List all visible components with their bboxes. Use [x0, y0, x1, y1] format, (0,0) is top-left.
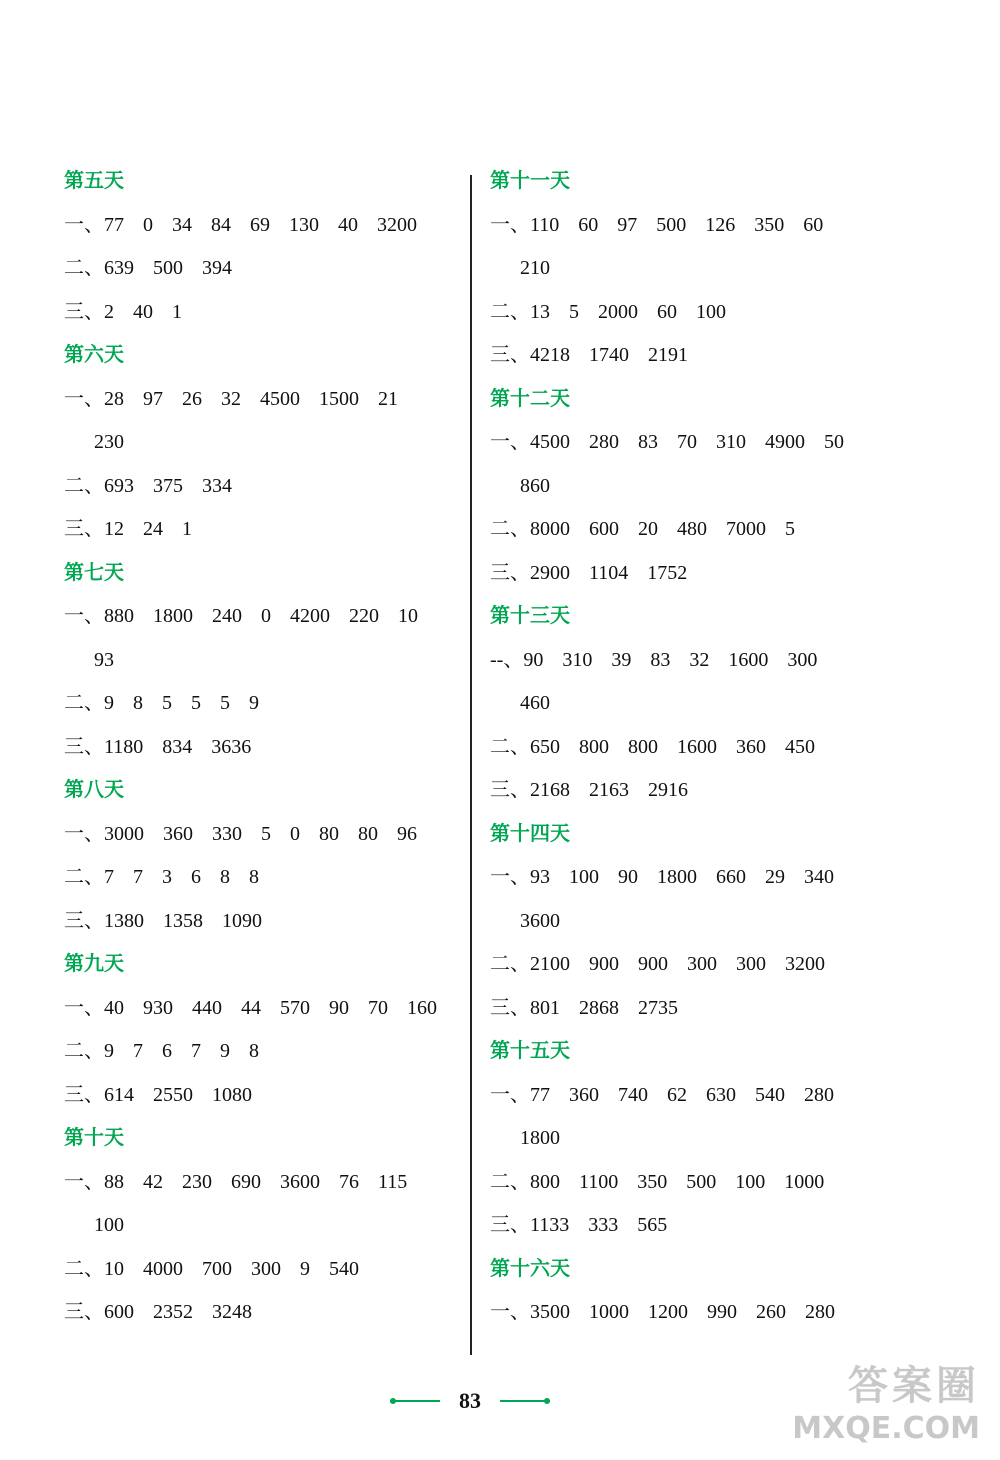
answer-value: 5 — [191, 692, 201, 714]
answer-value: 6 — [191, 866, 201, 888]
answer-value: 9 — [249, 692, 259, 714]
answer-row — [490, 334, 890, 378]
watermark — [792, 1354, 980, 1446]
question-label: 三、 — [490, 996, 530, 1019]
answer-value: 9 — [104, 1040, 114, 1062]
answer-row — [64, 508, 464, 552]
answer-value: 230 — [182, 1170, 212, 1193]
question-label: 一、 — [490, 1301, 530, 1323]
answer-value: 310 — [716, 431, 746, 453]
question-label: 一、 — [64, 1170, 104, 1193]
answer-value: 280 — [804, 1083, 834, 1106]
answer-value: 24 — [143, 518, 163, 540]
question-label: 三、 — [64, 518, 104, 540]
answer-value: 740 — [618, 1083, 648, 1106]
answer-value: 77 — [530, 1083, 550, 1106]
question-label: 三、 — [64, 735, 104, 758]
answer-value: 1180 — [104, 735, 144, 758]
answer-continuation — [64, 639, 464, 683]
answer-value: 350 — [637, 1170, 668, 1193]
question-label: 二、 — [64, 692, 104, 714]
question-label: 二、 — [64, 474, 104, 497]
answer-value: 2916 — [648, 779, 688, 801]
answer-row — [490, 508, 890, 552]
answer-value: 96 — [397, 822, 417, 845]
answer-value: 60 — [657, 300, 677, 323]
footer-decoration-right — [500, 1400, 550, 1402]
answer-value: 7 — [133, 866, 143, 888]
answer-value: 360 — [163, 822, 193, 845]
answer-value: 10 — [398, 605, 418, 627]
answer-value: 8 — [220, 866, 230, 888]
answer-value: 300 — [251, 1257, 281, 1280]
answer-value: 7 — [104, 866, 114, 888]
answer-row — [64, 595, 464, 639]
day-heading: 第十六天 — [490, 1257, 570, 1280]
question-label: 一、 — [64, 996, 104, 1019]
answer-value: 88 — [104, 1170, 124, 1193]
question-label: 三、 — [490, 344, 530, 366]
day-heading: 第十一天 — [490, 170, 570, 192]
question-label: 三、 — [64, 1301, 104, 1323]
answer-value: 690 — [231, 1170, 261, 1193]
answer-value: 100 — [94, 1214, 124, 1236]
answer-value: 32 — [689, 648, 710, 671]
answer-row — [64, 856, 464, 900]
answer-value: 44 — [241, 996, 261, 1019]
answer-value: 650 — [530, 735, 560, 758]
answer-row — [64, 813, 464, 857]
answer-value: 100 — [735, 1170, 766, 1193]
answer-value: 12 — [104, 518, 124, 540]
answer-value: 300 — [787, 648, 818, 671]
answer-value: 2900 — [530, 561, 570, 584]
left-column — [64, 160, 464, 1335]
answer-value: 97 — [143, 387, 163, 410]
answer-value: 21 — [378, 387, 398, 410]
answer-value: 60 — [803, 213, 824, 236]
answer-value: 480 — [677, 518, 707, 540]
answer-value: 1380 — [104, 909, 144, 932]
answer-value: 330 — [212, 822, 242, 845]
question-label: 二、 — [490, 300, 530, 323]
watermark-url: MXQE.COM — [792, 1411, 980, 1446]
day-heading: 第十五天 — [490, 1040, 570, 1062]
day-heading: 第十四天 — [490, 822, 570, 845]
answer-value: 32 — [221, 387, 241, 410]
answer-row — [64, 1248, 464, 1292]
answer-value: 230 — [94, 431, 124, 453]
answer-continuation — [490, 900, 890, 944]
footer-dot-right — [544, 1398, 550, 1404]
question-label: 一、 — [64, 387, 104, 410]
answer-value: 90 — [329, 996, 349, 1019]
answer-value: 333 — [588, 1214, 619, 1236]
answer-value: 100 — [569, 866, 599, 888]
answer-value: 3200 — [785, 953, 825, 975]
answer-row — [64, 465, 464, 509]
answer-value: 40 — [338, 213, 358, 236]
answer-row — [490, 421, 890, 465]
answer-row — [490, 1161, 890, 1205]
answer-value: 20 — [638, 518, 658, 540]
answer-continuation — [490, 1117, 890, 1161]
answer-row — [490, 987, 890, 1031]
answer-value: 115 — [378, 1170, 408, 1193]
answer-value: 83 — [638, 431, 658, 453]
day-heading: 第八天 — [64, 779, 124, 801]
answer-continuation — [64, 1204, 464, 1248]
answer-value: 639 — [104, 257, 134, 279]
answer-value: 300 — [736, 953, 766, 975]
answer-value: 9 — [220, 1040, 230, 1062]
answer-row — [490, 1291, 890, 1335]
answer-value: 1000 — [784, 1170, 825, 1193]
question-label: 一、 — [490, 431, 530, 453]
answer-continuation — [64, 421, 464, 465]
question-label: 二、 — [64, 1257, 104, 1280]
answer-value: 614 — [104, 1083, 134, 1106]
answer-value: 130 — [289, 213, 319, 236]
answer-value: 1358 — [163, 909, 203, 932]
answer-row — [490, 204, 890, 248]
answer-value: 13 — [530, 300, 550, 323]
answer-row — [490, 726, 890, 770]
answer-value: 4900 — [765, 431, 805, 453]
day-heading: 第十天 — [64, 1127, 124, 1149]
answer-value: 2550 — [153, 1083, 193, 1106]
answer-value: 900 — [589, 953, 619, 975]
answer-value: 693 — [104, 474, 134, 497]
answer-value: 280 — [589, 431, 619, 453]
answer-value: 1752 — [647, 561, 688, 584]
answer-value: 3200 — [377, 213, 417, 236]
answer-value: 210 — [520, 257, 550, 279]
day-heading: 第九天 — [64, 953, 124, 975]
answer-value: 1133 — [530, 1214, 570, 1236]
answer-value: 460 — [520, 692, 550, 714]
answer-value: 1104 — [589, 561, 629, 584]
answer-row — [490, 1074, 890, 1118]
answer-value: 600 — [104, 1301, 134, 1323]
answer-value: 40 — [133, 300, 153, 323]
answer-value: 28 — [104, 387, 124, 410]
day-heading: 第十三天 — [490, 605, 570, 627]
answer-row — [490, 856, 890, 900]
answer-value: 90 — [523, 648, 544, 671]
question-label: 三、 — [490, 779, 530, 801]
answer-value: 83 — [650, 648, 671, 671]
answer-value: 60 — [578, 213, 599, 236]
answer-value: 630 — [706, 1083, 736, 1106]
answer-value: 801 — [530, 996, 560, 1019]
answer-row — [490, 639, 890, 683]
answer-value: 3248 — [212, 1301, 252, 1323]
answer-value: 1090 — [222, 909, 262, 932]
answer-value: 7 — [191, 1040, 201, 1062]
answer-value: 334 — [202, 474, 232, 497]
answer-value: 860 — [520, 474, 550, 497]
answer-value: 220 — [349, 605, 379, 627]
answer-value: 2352 — [153, 1301, 193, 1323]
answer-value: 660 — [716, 866, 746, 888]
question-label: --、 — [490, 648, 524, 671]
footer-decoration-left — [390, 1400, 440, 1402]
answer-value: 93 — [94, 648, 114, 671]
day-heading: 第十二天 — [490, 387, 570, 410]
answer-row — [64, 1074, 464, 1118]
answer-value: 1 — [172, 300, 182, 323]
right-column — [490, 160, 890, 1335]
answer-row — [64, 726, 464, 770]
answer-value: 39 — [611, 648, 632, 671]
answer-value: 3000 — [104, 822, 144, 845]
answer-value: 1080 — [212, 1083, 252, 1106]
answer-value: 1500 — [319, 387, 359, 410]
answer-row — [64, 900, 464, 944]
answer-value: 76 — [339, 1170, 359, 1193]
answer-value: 360 — [569, 1083, 599, 1106]
answer-value: 1000 — [589, 1301, 629, 1323]
answer-value: 440 — [192, 996, 222, 1019]
answer-value: 1800 — [520, 1127, 560, 1149]
answer-value: 5 — [261, 822, 271, 845]
answer-value: 500 — [153, 257, 183, 279]
answer-row — [64, 1291, 464, 1335]
answer-value: 77 — [104, 213, 124, 236]
answer-value: 69 — [250, 213, 270, 236]
answer-value: 8 — [133, 692, 143, 714]
answer-row — [490, 769, 890, 813]
question-label: 一、 — [64, 822, 104, 845]
answer-value: 4000 — [143, 1257, 183, 1280]
answer-value: 280 — [805, 1301, 835, 1323]
answer-value: 90 — [618, 866, 638, 888]
answer-value: 50 — [824, 431, 844, 453]
answer-value: 100 — [696, 300, 726, 323]
answer-value: 8 — [249, 866, 259, 888]
answer-value: 2168 — [530, 779, 570, 801]
answer-value: 2868 — [579, 996, 619, 1019]
question-label: 二、 — [490, 518, 530, 540]
answer-value: 1200 — [648, 1301, 688, 1323]
answer-value: 9 — [300, 1257, 310, 1280]
answer-value: 1800 — [657, 866, 697, 888]
answer-value: 70 — [677, 431, 697, 453]
answer-value: 1600 — [677, 735, 717, 758]
answer-row — [64, 378, 464, 422]
question-label: 二、 — [64, 866, 104, 888]
answer-value: 7000 — [726, 518, 766, 540]
answer-value: 260 — [756, 1301, 786, 1323]
question-label: 一、 — [490, 213, 530, 236]
answer-value: 9 — [104, 692, 114, 714]
answer-row — [64, 247, 464, 291]
answer-value: 29 — [765, 866, 785, 888]
answer-value: 700 — [202, 1257, 232, 1280]
day-heading: 第五天 — [64, 170, 124, 192]
answer-value: 800 — [579, 735, 609, 758]
answer-value: 350 — [754, 213, 785, 236]
answer-value: 2100 — [530, 953, 570, 975]
answer-value: 340 — [804, 866, 834, 888]
answer-value: 2191 — [648, 344, 688, 366]
answer-value: 0 — [261, 605, 271, 627]
answer-value: 6 — [162, 1040, 172, 1062]
answer-value: 126 — [705, 213, 736, 236]
answer-value: 4500 — [260, 387, 300, 410]
answer-row — [490, 943, 890, 987]
answer-value: 62 — [667, 1083, 687, 1106]
answer-value: 26 — [182, 387, 202, 410]
answer-value: 240 — [212, 605, 242, 627]
answer-row — [490, 552, 890, 596]
answer-value: 4500 — [530, 431, 570, 453]
answer-row — [64, 1030, 464, 1074]
answer-value: 900 — [638, 953, 668, 975]
answer-value: 0 — [290, 822, 300, 845]
answer-value: 80 — [319, 822, 339, 845]
watermark-logo-text: 答案圈 — [848, 1363, 980, 1409]
answer-value: 5 — [162, 692, 172, 714]
answer-value: 540 — [755, 1083, 785, 1106]
question-label: 一、 — [64, 213, 104, 236]
page-footer — [390, 1388, 550, 1416]
answer-value: 2735 — [638, 996, 678, 1019]
answer-value: 84 — [211, 213, 231, 236]
answer-value: 565 — [637, 1214, 668, 1236]
answer-row — [490, 291, 890, 335]
question-label: 一、 — [490, 866, 530, 888]
answer-value: 0 — [143, 213, 153, 236]
answer-value: 394 — [202, 257, 232, 279]
answer-value: 10 — [104, 1257, 124, 1280]
answer-value: 4200 — [290, 605, 330, 627]
answer-value: 70 — [368, 996, 388, 1019]
question-label: 三、 — [490, 1214, 530, 1236]
question-label: 二、 — [490, 953, 530, 975]
answer-value: 110 — [530, 213, 560, 236]
answer-value: 93 — [530, 866, 550, 888]
answer-value: 1600 — [728, 648, 769, 671]
answer-value: 834 — [162, 735, 193, 758]
answer-value: 1800 — [153, 605, 193, 627]
answer-row — [490, 1204, 890, 1248]
question-label: 一、 — [64, 605, 104, 627]
answer-row — [64, 291, 464, 335]
answer-value: 600 — [589, 518, 619, 540]
answer-continuation — [490, 465, 890, 509]
answer-row — [64, 682, 464, 726]
answer-value: 42 — [143, 1170, 163, 1193]
answer-value: 2000 — [598, 300, 638, 323]
answer-value: 800 — [530, 1170, 560, 1193]
answer-row — [64, 1161, 464, 1205]
answer-value: 360 — [736, 735, 766, 758]
answer-value: 880 — [104, 605, 134, 627]
day-heading: 第六天 — [64, 344, 124, 366]
answer-value: 4218 — [530, 344, 570, 366]
answer-value: 570 — [280, 996, 310, 1019]
answer-value: 7 — [133, 1040, 143, 1062]
answer-value: 500 — [656, 213, 687, 236]
answer-value: 3600 — [280, 1170, 320, 1193]
question-label: 二、 — [64, 1040, 104, 1062]
question-label: 二、 — [490, 735, 530, 758]
answer-value: 500 — [686, 1170, 717, 1193]
answer-value: 310 — [562, 648, 593, 671]
answer-value: 8 — [249, 1040, 259, 1062]
answer-value: 97 — [617, 213, 638, 236]
answer-value: 80 — [358, 822, 378, 845]
question-label: 二、 — [490, 1170, 530, 1193]
answer-value: 990 — [707, 1301, 737, 1323]
answer-value: 160 — [407, 996, 437, 1019]
answer-value: 34 — [172, 213, 192, 236]
page-number: 83 — [459, 1388, 481, 1413]
answer-continuation — [490, 682, 890, 726]
answer-value: 1740 — [589, 344, 629, 366]
question-label: 三、 — [64, 909, 104, 932]
answer-continuation — [490, 247, 890, 291]
answer-value: 450 — [785, 735, 815, 758]
answer-value: 2163 — [589, 779, 629, 801]
column-divider — [470, 175, 472, 1355]
answer-value: 930 — [143, 996, 173, 1019]
answer-value: 800 — [628, 735, 658, 758]
answer-value: 40 — [104, 996, 124, 1019]
answer-value: 1100 — [579, 1170, 619, 1193]
answer-value: 3636 — [211, 735, 252, 758]
answer-value: 540 — [329, 1257, 359, 1280]
answer-value: 5 — [569, 300, 579, 323]
question-label: 二、 — [64, 257, 104, 279]
answer-row — [64, 987, 464, 1031]
answer-value: 8000 — [530, 518, 570, 540]
question-label: 三、 — [490, 561, 530, 584]
answer-value: 300 — [687, 953, 717, 975]
answer-value: 375 — [153, 474, 183, 497]
question-label: 三、 — [64, 300, 104, 323]
question-label: 一、 — [490, 1083, 530, 1106]
answer-value: 1 — [182, 518, 192, 540]
answer-value: 3500 — [530, 1301, 570, 1323]
day-heading: 第七天 — [64, 561, 124, 584]
answer-value: 3 — [162, 866, 172, 888]
answer-value: 5 — [785, 518, 795, 540]
answer-value: 5 — [220, 692, 230, 714]
question-label: 三、 — [64, 1083, 104, 1106]
answer-value: 3600 — [520, 909, 560, 932]
answer-row — [64, 204, 464, 248]
answer-value: 2 — [104, 300, 114, 323]
